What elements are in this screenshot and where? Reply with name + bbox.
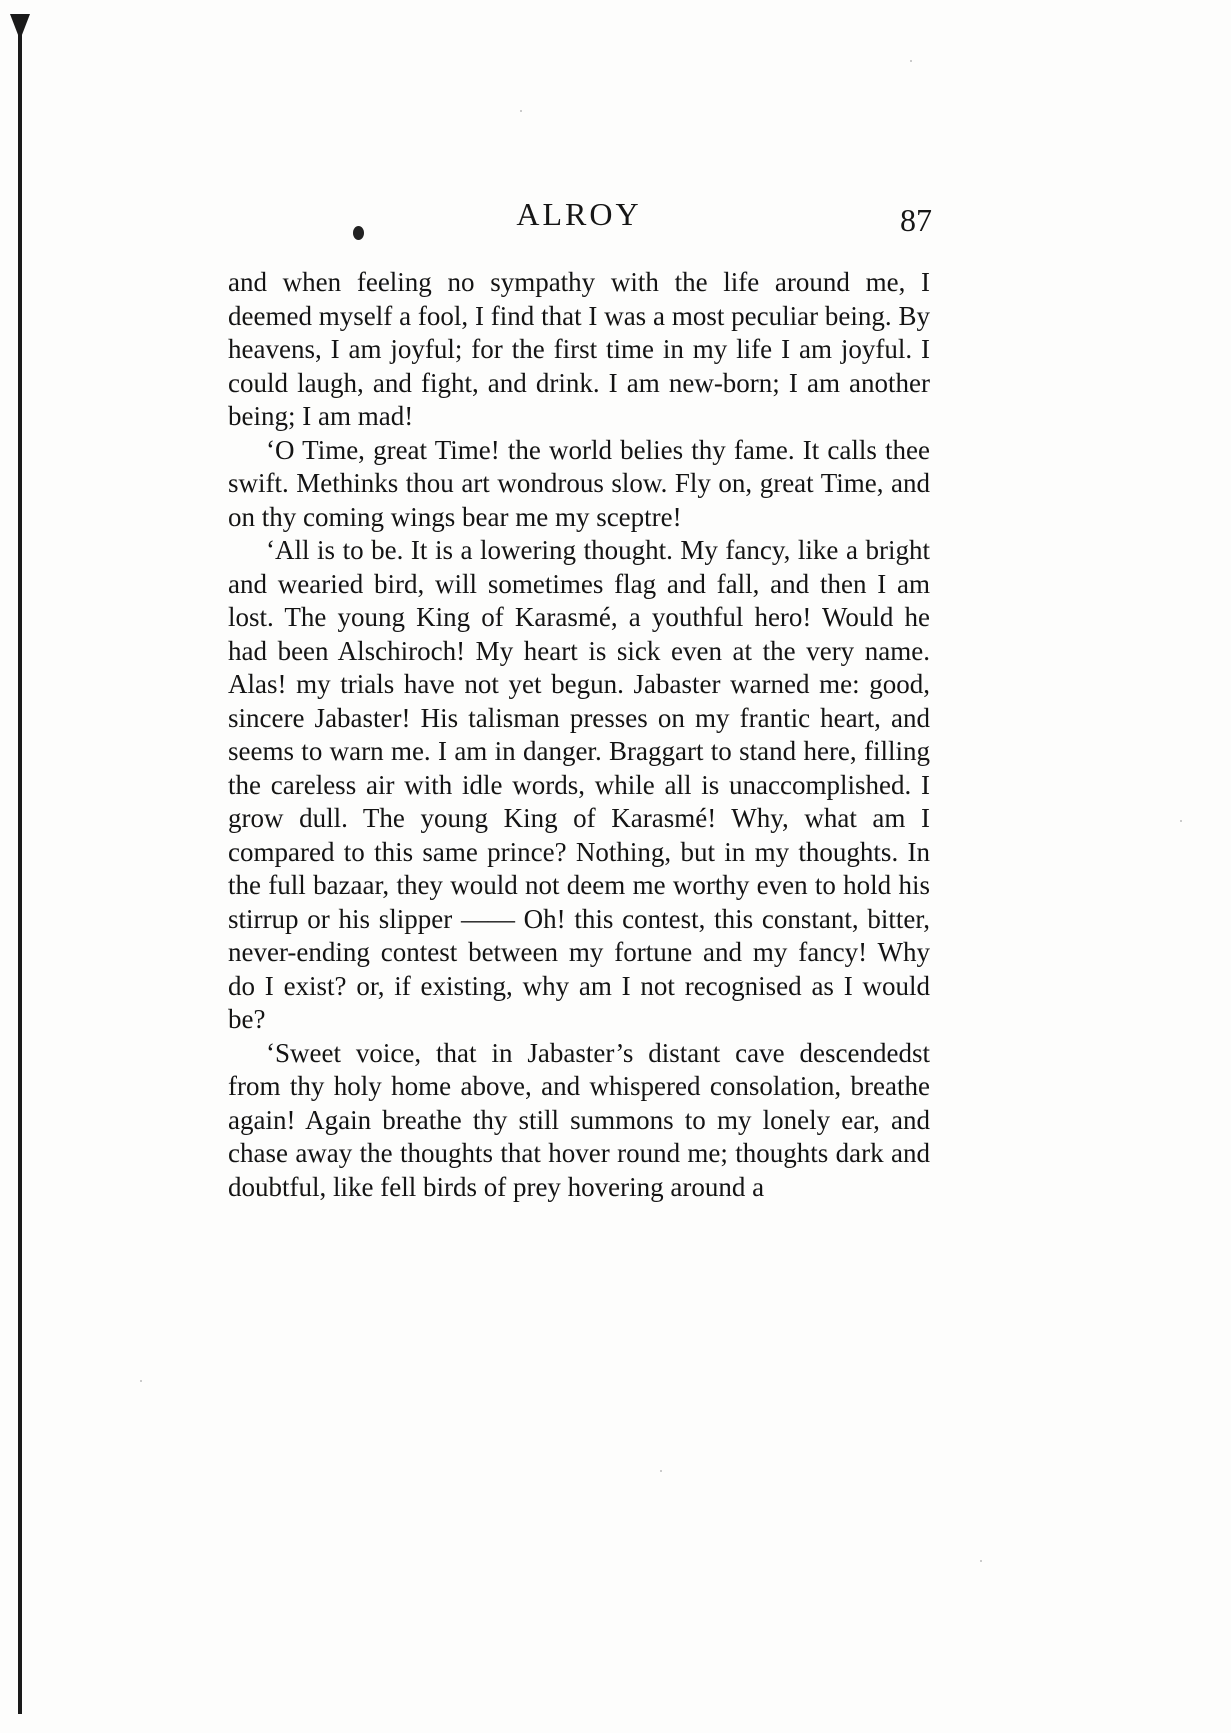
paragraph: ‘O Time, great Time! the world belies thy fame. It calls thee swift. Methinks thou art wondrous slow. Fly on, great Time, and on thy coming wings bear me my sceptre! [228, 434, 930, 532]
paper-speck [140, 1380, 142, 1382]
paper-speck [980, 1560, 982, 1562]
running-title: ALROY [516, 196, 642, 232]
paper-speck [520, 110, 522, 112]
paper-speck [910, 60, 912, 62]
page-number: 87 [900, 202, 932, 238]
paragraph: ‘All is to be. It is a lowering thought. My fancy, like a bright and wearied bird, will sometimes flag and fall, and then I am lost. The young King of Karasmé, a youthful hero! Would he had been Alschiroch! My heart is sick even at the very name. Alas! my trials have not yet begun. Jabaster warned me: good, sincere Jabaster! His talisman presses on my frantic heart, and seems to warn me. I am in danger. Braggart to stand here, filling the careless air with idle words, while all is unaccomplished. I grow dull. The young King of Karasmé! Why, what am I compared to this same prince? Nothing, but in my thoughts. In the full bazaar, they would not deem me worthy even to hold his stirrup or his slipper —— Oh! this contest, this constant, bitter, never-ending contest between my fortune and my fancy! Why do I exist? or, if existing, why am I not recognised as I would be? [228, 535, 930, 1034]
body-text [228, 266, 930, 1204]
running-head [228, 196, 930, 246]
binding-edge [18, 14, 22, 1714]
paragraph: and when feeling no sympathy with the life around me, I deemed myself a fool, I find that I was a most peculiar being. By heavens, I am joyful; for the first time in my life I am joyful. I could laugh, and fight, and drink. I am new-born; I am another being; I am mad! [228, 267, 930, 431]
paper-speck [1180, 820, 1182, 822]
paragraph: ‘Sweet voice, that in Jabaster’s distant cave descendedst from thy holy home above, and whispered consolation, breathe again! Again breathe thy still summons to my lonely ear, and chase away the thoughts that hover round me; thoughts dark and doubtful, like fell birds of prey hovering around a [228, 1037, 930, 1202]
binding-notch [10, 14, 30, 40]
paper-speck [660, 1470, 662, 1472]
